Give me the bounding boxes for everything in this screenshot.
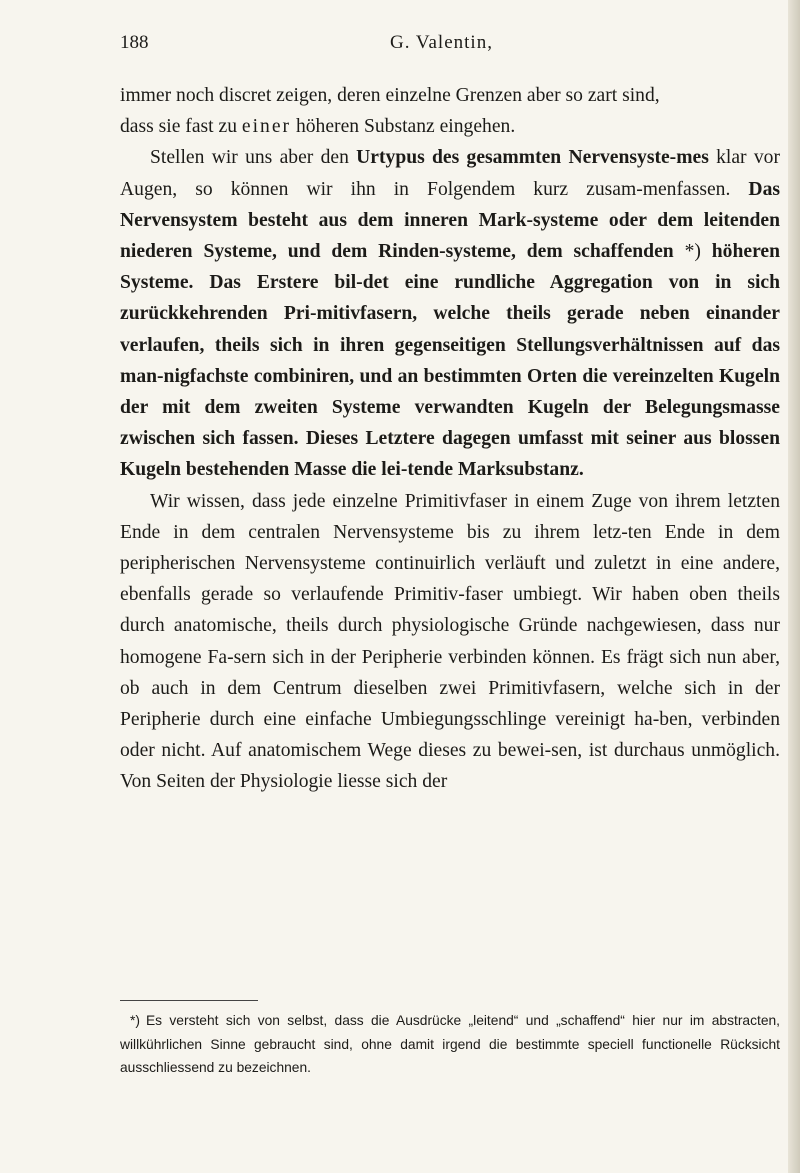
paragraph-2-bold-2: Das Nervensystem besteht aus dem inneren Mark-systeme oder dem leitenden niederen Systeme, und dem Rinden-systeme, dem schaffenden xyxy=(120,178,780,263)
paragraph-2-bold-3: höheren Systeme. Das Erstere bil-det eine rundliche Aggregation von in sich zurückkehrenden Pri-mitivfasern, welche theils gerade neben einander verlaufen, theils sich in ihren gegenseitigen Stellungsverhältnissen auf das man-nigfachste combiniren, und an bestimmten Orten die vereinzelten Kugeln der mit dem zweiten Systeme verwandten Kugeln der Belegungsmasse zwischen sich fassen. Dieses Letztere dagegen umfasst mit seiner aus blossen Kugeln bestehenden Masse die lei-tende Marksubstanz. xyxy=(120,241,781,481)
paragraph-1 xyxy=(120,80,780,142)
paragraph-3: Wir wissen, dass jede einzelne Primitivfaser in einem Zuge von ihrem letzten Ende in dem centralen Nervensysteme bis zu ihrem letz-ten Ende in dem peripherischen Nervensysteme continuirlich verläuft und zuletzt in eine andere, ebenfalls gerade so verlaufende Primitiv-faser umbiegt. Wir haben oben theils durch anatomische, theils durch physiologische Gründe nachgewiesen, dass nur homogene Fa-sern sich in der Peripherie verbinden können. Es frägt sich nun aber, ob auch in dem Centrum dieselben zwei Primitivfasern, welche sich in der Peripherie durch eine einfache Umbiegungsschlinge vereinigt ha-ben, verbinden oder nicht. Auf anatomischem Wege dieses zu bewei-sen, ist durchaus unmöglich. Von Seiten der Physiologie liesse sich der xyxy=(120,490,780,793)
body-text xyxy=(120,80,780,798)
paragraph-2-bold-1: Urtypus des gesammten Nervensyste-mes xyxy=(356,147,709,169)
footnote-paragraph xyxy=(120,1009,780,1080)
footnote-rule xyxy=(120,1000,258,1001)
page-edge xyxy=(788,0,800,1173)
running-head: G. Valentin, xyxy=(390,32,493,53)
footnote-marker: *) xyxy=(130,1013,140,1028)
paragraph-2-text-2: klar vor Augen, so können wir ihn in Folgendem kurz zusam-menfassen. xyxy=(120,147,780,200)
page-header xyxy=(120,32,780,56)
footnote xyxy=(120,1009,780,1080)
paragraph-1-line-2c: höheren Substanz eingehen. xyxy=(291,116,516,138)
footnote-reference: *) xyxy=(673,241,712,263)
paragraph-1-line-1: immer noch discret zeigen, deren einzelne Grenzen aber so zart sind, xyxy=(120,85,660,106)
paragraph-2-text-1: Stellen wir uns aber den xyxy=(150,147,357,169)
paragraph-1-line-2a: dass sie fast zu xyxy=(120,116,242,138)
spaced-word: einer xyxy=(241,116,292,138)
page-number: 188 xyxy=(120,32,149,53)
paragraph-2 xyxy=(120,142,780,485)
footnote-text: Es versteht sich von selbst, dass die Ausdrücke „leitend“ und „schaffend“ hier nur im abstracten, willkührlichen Sinne gebraucht sind, ohne damit irgend die bestimmte speciell functionelle Rücksicht ausschliessend zu bezeichnen. xyxy=(120,1013,780,1075)
